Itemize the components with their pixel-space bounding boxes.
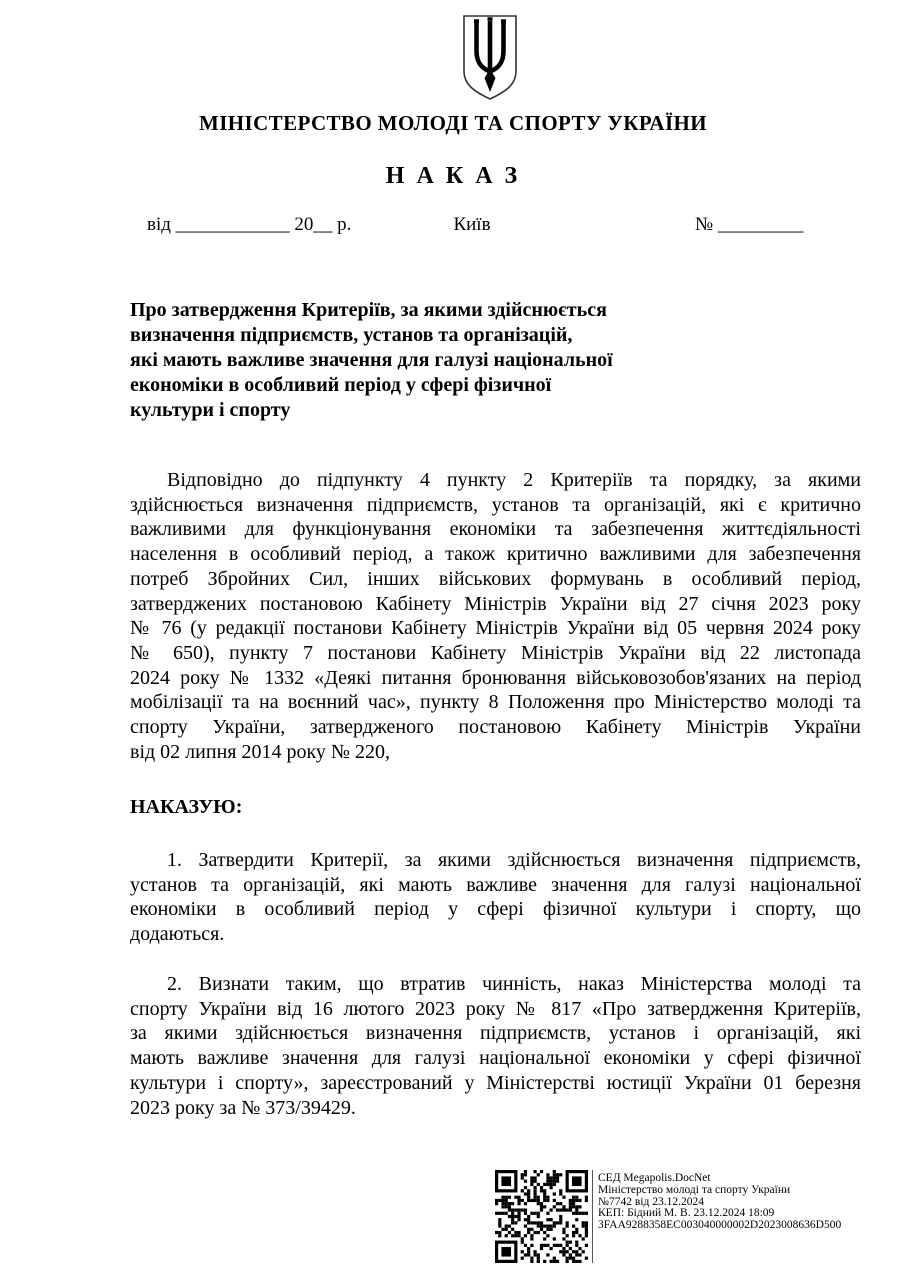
qr-code [495,1170,588,1263]
ministry-title: МІНІСТЕРСТВО МОЛОДІ ТА СПОРТУ УКРАЇНИ [199,111,707,135]
order-item-1: 1. Затвердити Критерії, за якими здійснюється визначення підприємств, установ та організацій, які мають важливе значення для галузі національної економіки в особливий період у сфері фізичної культури і спорту, що додаються. [130,849,861,946]
signature-stamp [495,1170,841,1263]
ukraine-trident-emblem-icon [459,13,521,103]
document-type-heading: Н А К А З [385,163,521,189]
subject-block: Про затвердження Критеріїв, за якими здійснюється визначення підприємств, установ та організацій, які мають важливе значення для галузі національної економіки в особливий період у сфері фізичної культури і спорту [130,299,613,421]
stamp-divider [592,1170,593,1263]
dateline [0,214,906,240]
date-blank: від ____________ 20__ р. [147,214,352,235]
number-blank: № _________ [695,214,804,235]
stamp-text: СЕД Megapolis.DocNet Міністерство молоді та спорту України №7742 від 23.12.2024 КЕП: Бідний М. В. 23.12.2024 18:09 3FAA9288358EC003040000002D2023008636D500 [598,1172,842,1232]
place-label: Київ [453,214,491,235]
preamble-paragraph: Відповідно до підпункту 4 пункту 2 Критеріїв та порядку, за якими здійснюється визначення підприємств, установ та організацій, які є критично важливими для функціонування економіки та забезпечення життєдіяльності населення в особливий період, а також критично важливими для забезпечення потреб Збройних Сил, інших військових формувань в особливий період, затверджених постановою Кабінету Міністрів України від 27 січня 2023 року № 76 (у редакції постанови Кабінету Міністрів України від 05 червня 2024 року № 650), пункту 7 постанови Кабінету Міністрів України від 22 листопада 2024 року № 1332 «Деякі питання бронювання військовозобов'язаних на період мобілізації та на воєнний час», пункту 8 Положення про Міністерство молоді та спорту України, затвердженого постановою Кабінету Міністрів України від 02 липня 2014 року № 220, [130,469,861,763]
order-heading: НАКАЗУЮ: [130,796,243,818]
order-item-2: 2. Визнати таким, що втратив чинність, наказ Міністерства молоді та спорту України від 16 лютого 2023 року № 817 «Про затвердження Критеріїв, за якими здійснюється визначення підприємств, установ і організацій, які мають важливе значення для галузі національної економіки у сфері фізичної культури і спорту», зареєстрований у Міністерстві юстиції України 01 березня 2023 року за № 373/39429. [130,973,861,1119]
